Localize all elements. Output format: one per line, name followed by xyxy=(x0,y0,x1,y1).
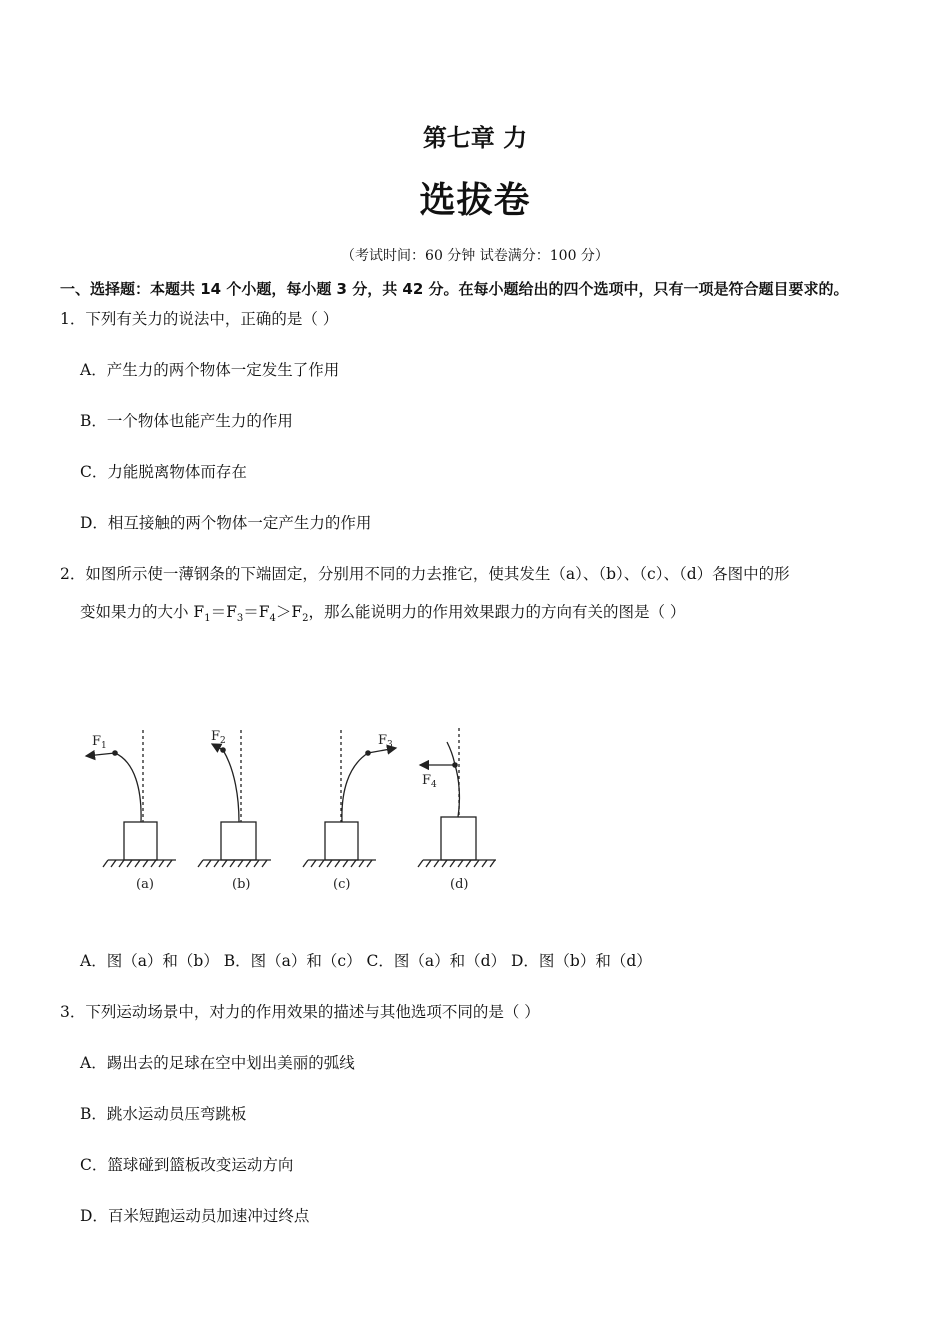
question-1-option-d[interactable]: D．相互接触的两个物体一定产生力的作用 xyxy=(80,514,372,532)
question-1-option-b[interactable]: B．一个物体也能产生力的作用 xyxy=(80,412,293,430)
panel-label-c: (c) xyxy=(333,877,351,892)
panel-c-drawing xyxy=(303,730,396,867)
subscript: 4 xyxy=(269,613,276,625)
stem-text: ，那么能说明力的作用效果跟力的方向有关的图是（ ） xyxy=(308,603,686,621)
question-3-option-d[interactable]: D．百米短跑运动员加速冲过终点 xyxy=(80,1207,310,1225)
question-1-option-a[interactable]: A．产生力的两个物体一定发生了作用 xyxy=(80,361,340,379)
force-label-f3: $F_3$ xyxy=(378,733,393,750)
force-label-f1: $F_1$ xyxy=(92,734,107,751)
panel-d-drawing xyxy=(418,728,496,867)
stem-text: ＝F xyxy=(243,603,270,621)
exam-info: （考试时间：60 分钟 试卷满分：100 分） xyxy=(341,248,609,264)
force-label-f2: $F_2$ xyxy=(211,729,226,746)
force-label-f4: $F_4$ xyxy=(422,773,437,790)
force-points xyxy=(112,747,458,768)
chapter-title: 第七章 力 xyxy=(422,124,528,152)
paper-title: 选拔卷 xyxy=(419,180,531,221)
section-heading: 一、选择题：本题共 14 个小题，每小题 3 分，共 42 分。在每小题给出的四个选项中，只有一项是符合题目要求的。 xyxy=(60,280,849,298)
question-3-stem: 3．下列运动场景中，对力的作用效果的描述与其他选项不同的是（ ） xyxy=(60,1003,540,1021)
steel-strip-figure xyxy=(80,720,520,900)
question-1-option-c[interactable]: C．力能脱离物体而存在 xyxy=(80,463,247,481)
subscript: 3 xyxy=(236,613,244,625)
question-1-stem: 1．下列有关力的说法中，正确的是（ ） xyxy=(60,310,339,328)
question-3-option-a[interactable]: A．踢出去的足球在空中划出美丽的弧线 xyxy=(80,1054,355,1072)
question-2-stem-line-2 xyxy=(80,600,685,624)
stem-text: 变如果力的大小 F xyxy=(80,603,205,621)
subscript: 1 xyxy=(204,613,211,625)
panel-label-a: (a) xyxy=(136,877,154,892)
panel-label-d: (d) xyxy=(450,877,469,892)
panel-a-drawing xyxy=(86,730,176,867)
question-2-stem-line-1: 2．如图所示使一薄钢条的下端固定，分别用不同的力去推它，使其发生（a）、（b）、（c）、（d）各图中的形 xyxy=(60,565,790,583)
subscript: 2 xyxy=(302,613,309,625)
stem-text: ＞F xyxy=(275,603,303,621)
stem-text: ＝F xyxy=(210,603,237,621)
panel-b-drawing xyxy=(198,730,271,867)
panel-label-b: (b) xyxy=(232,877,251,892)
question-3-option-c[interactable]: C．篮球碰到篮板改变运动方向 xyxy=(80,1156,294,1174)
question-2-options[interactable]: A．图（a）和（b） B．图（a）和（c） C．图（a）和（d） D．图（b）和（d） xyxy=(80,952,652,970)
question-3-option-b[interactable]: B．跳水运动员压弯跳板 xyxy=(80,1105,247,1123)
